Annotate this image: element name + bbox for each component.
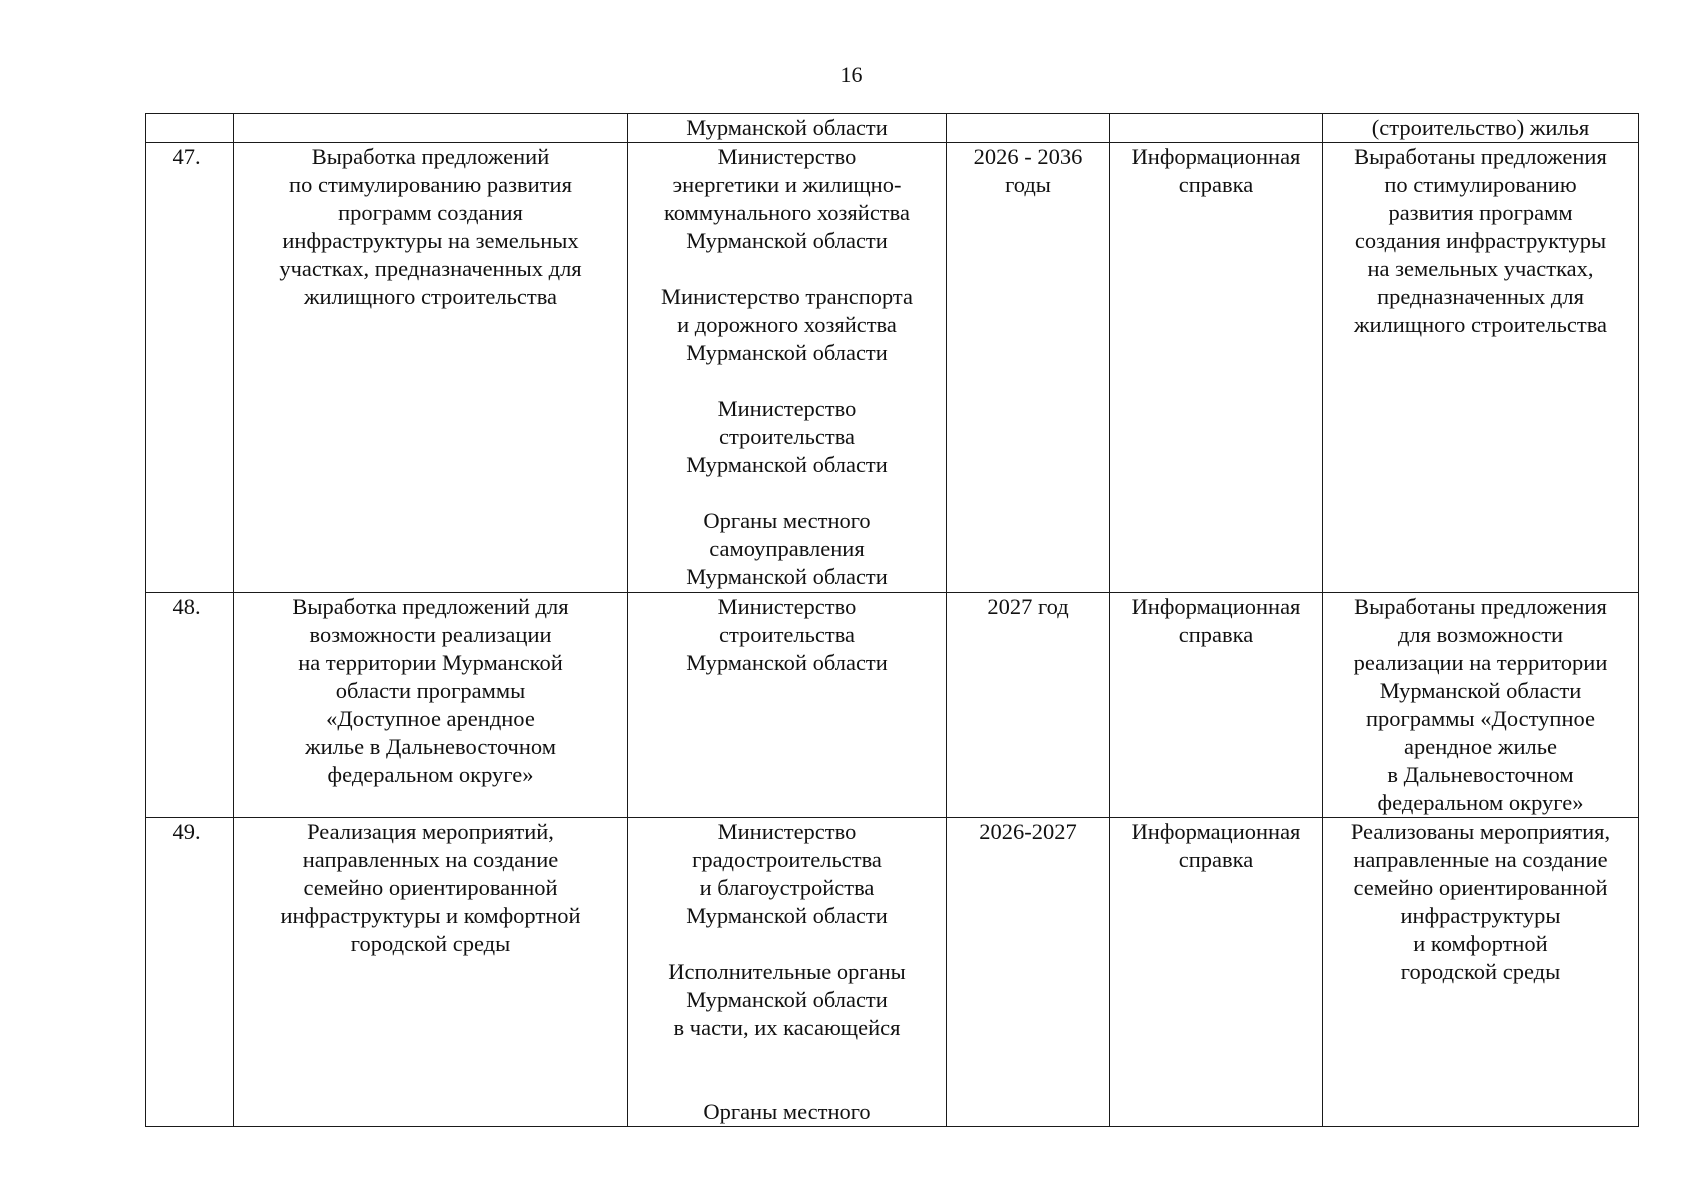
result-line: (строительство) жилья <box>1371 115 1590 140</box>
result-line: предназначенных для <box>1377 284 1584 309</box>
activity-line: области программы <box>335 678 526 703</box>
executor-line: Мурманской области <box>686 115 888 140</box>
result-line: на земельных участках, <box>1367 256 1594 281</box>
executor-line: и благоустройства <box>699 875 875 900</box>
executor-line: Мурманской области <box>686 564 888 589</box>
executor-line: Органы местного <box>703 1099 871 1124</box>
table-row <box>146 143 1639 593</box>
executor-line: строительства <box>718 622 856 647</box>
activity-line: на территории Мурманской <box>298 650 563 675</box>
cell-activity <box>234 593 628 818</box>
cell-period <box>947 593 1110 818</box>
executor-line: Министерство транспорта <box>660 284 914 309</box>
form-line: Информационная <box>1131 819 1301 844</box>
table-row-continuation <box>146 114 1639 143</box>
result-line: направленные на создание <box>1353 847 1608 872</box>
activity-line: жилье в Дальневосточном <box>305 734 556 759</box>
executor-line: Министерство <box>717 819 857 844</box>
activity-line: Реализация мероприятий, <box>307 819 554 844</box>
executor-line: коммунального хозяйства <box>664 200 910 225</box>
activity-line: инфраструктуры и комфортной <box>280 903 581 928</box>
period-line: 2027 год <box>987 594 1069 619</box>
table-row <box>146 818 1639 1127</box>
cell-num <box>146 818 234 1127</box>
cell-result <box>1323 818 1639 1127</box>
spacer <box>632 1042 942 1070</box>
page-number: 16 <box>840 62 863 87</box>
activity-line: участках, предназначенных для <box>279 256 582 281</box>
result-line: федеральном округе» <box>1377 790 1584 815</box>
result-line: Выработаны предложения <box>1354 594 1607 619</box>
executor-line: Органы местного <box>703 508 871 533</box>
cell-num <box>146 593 234 818</box>
period-line: 2026 - 2036 <box>973 144 1083 169</box>
spacer <box>632 930 942 958</box>
cell-executor <box>628 143 947 593</box>
cell-period <box>947 818 1110 1127</box>
cell-form <box>1110 143 1323 593</box>
table-row <box>146 593 1639 818</box>
result-line: Реализованы мероприятия, <box>1350 819 1611 844</box>
cell-period <box>947 143 1110 593</box>
executor-line: Мурманской области <box>686 228 888 253</box>
cell-form <box>1110 818 1323 1127</box>
executor-line: Мурманской области <box>686 987 888 1012</box>
result-line: для возможности <box>1397 622 1564 647</box>
executor-line: Исполнительные органы <box>668 959 906 984</box>
cell-activity <box>234 818 628 1127</box>
cell-num <box>146 114 234 143</box>
row-number: 49. <box>172 819 201 844</box>
row-number: 47. <box>172 144 201 169</box>
result-line: и комфортной <box>1413 931 1548 956</box>
cell-executor <box>628 593 947 818</box>
result-line: жилищного строительства <box>1353 312 1608 337</box>
activity-line: жилищного строительства <box>303 284 558 309</box>
executor-line: Министерство <box>717 144 857 169</box>
cell-activity <box>234 143 628 593</box>
cell-activity <box>234 114 628 143</box>
activity-line: инфраструктуры на земельных <box>282 228 579 253</box>
form-line: справка <box>1178 847 1254 872</box>
activity-line: Выработка предложений <box>311 144 550 169</box>
result-line: Мурманской области <box>1379 678 1582 703</box>
result-line: Выработаны предложения <box>1354 144 1607 169</box>
executor-line: Министерство <box>717 594 857 619</box>
executor-line: Мурманской области <box>686 903 888 928</box>
result-line: реализации на территории <box>1353 650 1608 675</box>
executor-line: Мурманской области <box>686 650 888 675</box>
activity-line: семейно ориентированной <box>303 875 558 900</box>
form-line: справка <box>1178 622 1254 647</box>
cell-form <box>1110 593 1323 818</box>
period-line: 2026-2027 <box>979 819 1077 844</box>
cell-result <box>1323 143 1639 593</box>
activity-line: городской среды <box>350 931 511 956</box>
cell-result <box>1323 114 1639 143</box>
activity-line: программ создания <box>338 200 523 225</box>
result-line: по стимулированию <box>1384 172 1577 197</box>
cell-form <box>1110 114 1323 143</box>
executor-line: Министерство <box>717 396 857 421</box>
spacer <box>632 479 942 507</box>
period-line: годы <box>1005 172 1051 197</box>
result-line: развития программ <box>1388 200 1573 225</box>
row-number: 48. <box>172 594 201 619</box>
activity-line: по стимулированию развития <box>289 172 572 197</box>
executor-line: энергетики и жилищно- <box>672 172 902 197</box>
result-line: программы «Доступное <box>1366 706 1595 731</box>
form-line: Информационная <box>1131 594 1301 619</box>
executor-line: строительства <box>718 424 856 449</box>
executor-line: Мурманской области <box>686 340 888 365</box>
activity-line: «Доступное арендное <box>326 706 535 731</box>
cell-result <box>1323 593 1639 818</box>
activity-line: направленных на создание <box>302 847 559 872</box>
executor-line: самоуправления <box>709 536 865 561</box>
form-line: Информационная <box>1131 144 1301 169</box>
result-line: арендное жилье <box>1404 734 1557 759</box>
spacer <box>632 1070 942 1098</box>
activity-line: федеральном округе» <box>327 762 534 787</box>
form-line: справка <box>1178 172 1254 197</box>
result-line: семейно ориентированной <box>1353 875 1608 900</box>
measures-table <box>145 113 1639 1127</box>
cell-period <box>947 114 1110 143</box>
cell-executor <box>628 818 947 1127</box>
executor-line: и дорожного хозяйства <box>677 312 897 337</box>
result-line: в Дальневосточном <box>1387 762 1574 787</box>
spacer <box>632 255 942 283</box>
executor-line: Мурманской области <box>686 452 888 477</box>
spacer <box>632 367 942 395</box>
cell-num <box>146 143 234 593</box>
executor-line: градостроительства <box>692 847 882 872</box>
executor-line: в части, их касающейся <box>673 1015 901 1040</box>
result-line: создания инфраструктуры <box>1354 228 1607 253</box>
cell-executor <box>628 114 947 143</box>
result-line: городской среды <box>1400 959 1561 984</box>
activity-line: возможности реализации <box>309 622 552 647</box>
activity-line: Выработка предложений для <box>292 594 569 619</box>
result-line: инфраструктуры <box>1400 903 1561 928</box>
